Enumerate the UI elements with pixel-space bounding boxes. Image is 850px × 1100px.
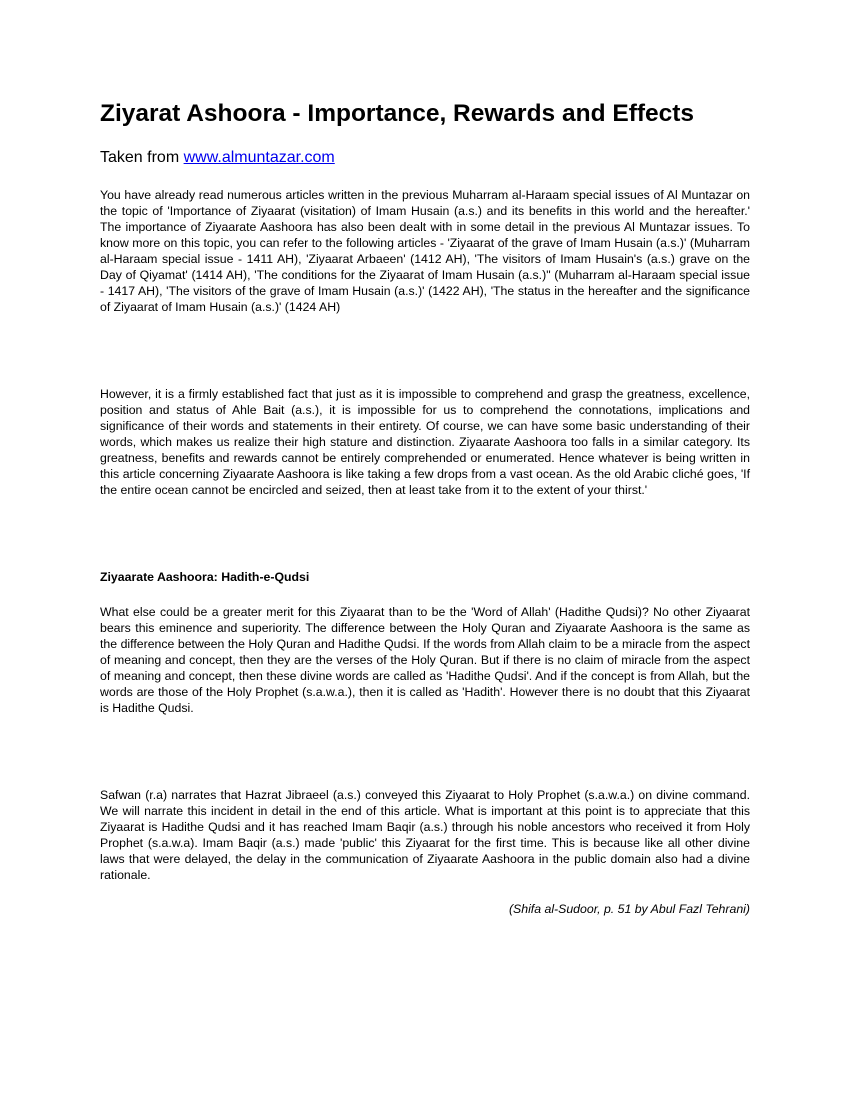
however-paragraph: However, it is a firmly established fact that just as it is impossible to comprehend and grasp the greatness, excellence, position and status of Ahle Bait (a.s.), it is impossible for us to comprehend the connotations, implications and significance of their words and statements in their entirety. Of course, we can have some basic understanding of their words, which makes us realize their high stature and distinction. Ziyaarate Aashoora too falls in a similar category. Its greatness, benefits and rewards cannot be entirely comprehended or enumerated. Hence whatever is being written in this article concerning Ziyaarate Aashoora is like taking a few drops from a vast ocean. As the old Arabic cliché goes, 'If the entire ocean cannot be encircled and seized, then at least take from it to the extent of your thirst.'	[100, 387, 750, 497]
source-line	[100, 147, 335, 169]
citation: (Shifa al-Sudoor, p. 51 by Abul Fazl Tehrani)	[508, 902, 750, 916]
source-link[interactable]: www.almuntazar.com	[183, 149, 335, 166]
safwan-paragraph: Safwan (r.a) narrates that Hazrat Jibraeel (a.s.) conveyed this Ziyaarat to Holy Prophet (s.a.w.a.) on divine command. We will narrate this incident in detail in the end of this article. What is important at this point is to appreciate that this Ziyaarat is Hadithe Qudsi and it has reached Imam Baqir (a.s.) through his noble ancestors who received it from Holy Prophet (s.a.w.a). Imam Baqir (a.s.) made 'public' this Ziyaarat for the first time. This is because like all other divine laws that were delayed, the delay in the communication of Ziyaarate Aashoora in the public domain also had a divine rationale.	[100, 788, 750, 882]
source-prefix: Taken from	[100, 149, 184, 166]
document-title: Ziyarat Ashoora - Importance, Rewards and Effects	[100, 100, 695, 127]
merit-paragraph: What else could be a greater merit for this Ziyaarat than to be the 'Word of Allah' (Hadithe Qudsi)? No other Ziyaarat bears this eminence and superiority. The difference between the Holy Quran and Ziyaarate Aashoora is the same as the difference between the Holy Quran and Hadithe Qudsi. If the words from Allah claim to be a miracle from the aspect of meaning and concept, then they are the verses of the Holy Quran. But if there is no claim of miracle from the aspect of meaning and concept, then these divine words are called as 'Hadithe Qudsi'. And if the concept is from Allah, but the words are those of the Holy Prophet (s.a.w.a.), then it is called as 'Hadith'. However there is no doubt that this Ziyaarat is Hadithe Qudsi.	[100, 605, 750, 715]
intro-paragraph: You have already read numerous articles written in the previous Muharram al-Haraam special issues of Al Muntazar on the topic of 'Importance of Ziyaarat (visitation) of Imam Husain (a.s.) and its benefits in this world and the hereafter.' The importance of Ziyaarate Aashoora has also been dealt with in some detail in the previous Al Muntazar issues. To know more on this topic, you can refer to the following articles - 'Ziyaarat of the grave of Imam Husain (a.s.)' (Muharram al-Haraam special issue - 1411 AH), 'Ziyaarat Arbaeen' (1412 AH), 'The visitors of Imam Husain's (a.s.) grave on the Day of Qiyamat' (1414 AH), 'The conditions for the Ziyaarat of Imam Husain (a.s.)" (Muharram al-Haraam special issue - 1417 AH), 'The visitors of the grave of Imam Husain (a.s.)' (1422 AH), 'The status in the hereafter and the significance of Ziyaarat of Imam Husain (a.s.)' (1424 AH)	[100, 188, 750, 314]
section-heading: Ziyaarate Aashoora: Hadith-e-Qudsi	[100, 570, 310, 584]
